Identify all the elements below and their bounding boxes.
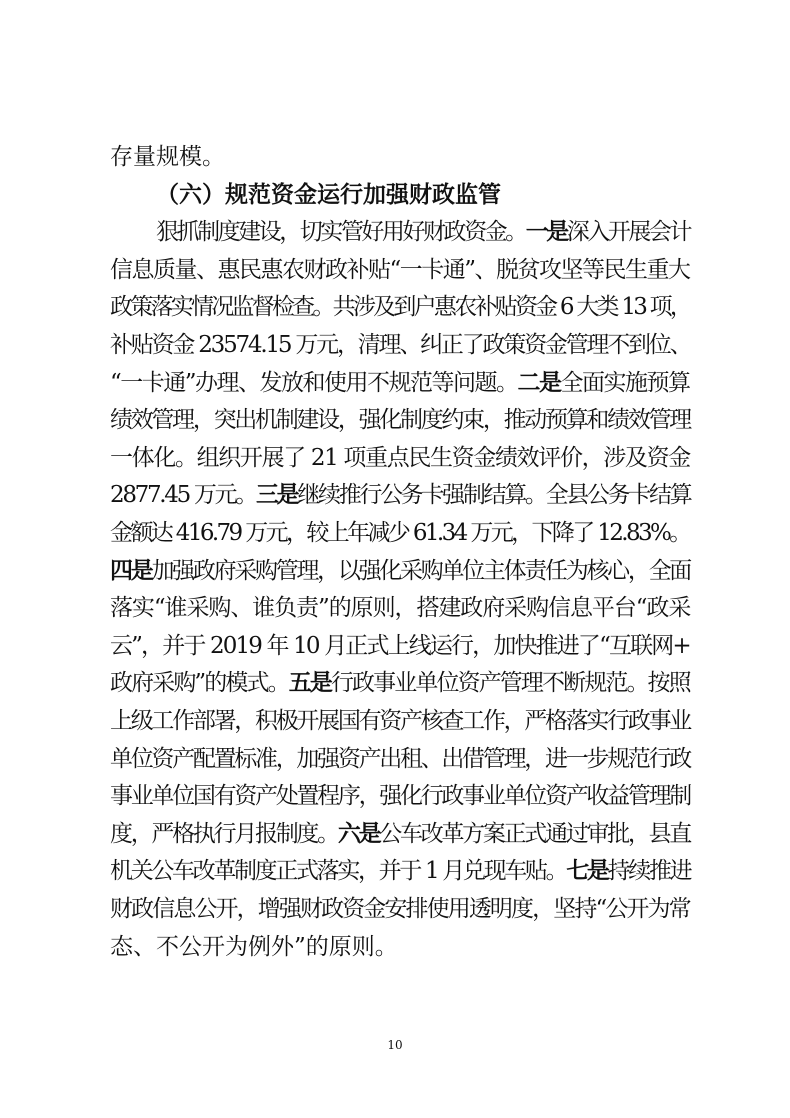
section-heading xyxy=(156,176,501,214)
text-line xyxy=(110,514,690,552)
bold-lead-phrase: 七是 xyxy=(566,858,608,885)
text-line xyxy=(110,288,690,326)
text-run: 2877.45 万元。 xyxy=(110,482,256,509)
text-run: 云”，并于 2019 年 10 月正式上线运行，加快推进了“互联网+ xyxy=(110,632,690,659)
text-run: 信息质量、惠民惠农财政补贴“一卡通”、脱贫攻坚等民生重大 xyxy=(110,256,690,283)
text-run: 绩效管理，突出机制建设，强化制度约束，推动预算和绩效管理 xyxy=(110,407,691,434)
text-line xyxy=(110,928,398,966)
bold-lead-phrase: 四是 xyxy=(110,557,152,584)
bold-lead-phrase: 五是 xyxy=(288,670,331,697)
page-number: 10 xyxy=(387,1038,403,1052)
text-run: 金额达 416.79 万元，较上年减少 61.34 万元，下降了 12.83%。 xyxy=(110,520,690,546)
text-run: 单位资产配置标准，加强资产出租、出借管理，进一步规范行政 xyxy=(110,745,691,772)
text-run: 加强政府采购管理，以强化采购单位主体责任为核心，全面 xyxy=(151,557,691,584)
text-run: 落实“谁采购、谁负责”的原则，搭建政府采购信息平台“政采 xyxy=(110,595,691,622)
text-line xyxy=(110,364,690,402)
text-line xyxy=(110,852,690,890)
text-line xyxy=(110,251,690,289)
text-run: 公车改革方案正式通过审批，县直 xyxy=(379,820,691,847)
text-run: （六）规范资金运行加强财政监管 xyxy=(156,181,501,208)
text-run: 上级工作部署，积极开展国有资产核查工作，严格落实行政事业 xyxy=(110,708,691,734)
text-line xyxy=(110,815,690,853)
text-run: 持续推进 xyxy=(607,858,691,885)
text-line xyxy=(110,664,690,702)
text-run: 全面实施预算 xyxy=(560,369,690,396)
text-run: 政策落实情况监督检查。共涉及到户惠农补贴资金 6 大类 13 项， xyxy=(110,294,691,321)
text-run: 补贴资金 23574.15 万元，清理、纠正了政策资金管理不到位、 xyxy=(110,332,691,358)
text-run: 一体化。组织开展了 21 项重点民生资金绩效评价，涉及资金 xyxy=(110,444,690,471)
text-line xyxy=(110,627,690,665)
bold-lead-phrase: 三是 xyxy=(255,482,298,509)
text-run: 机关公车改革制度正式落实，并于 1 月兑现车贴。 xyxy=(110,858,567,885)
text-run: 财政信息公开，增强财政资金安排使用透明度，坚持“公开为常 xyxy=(110,896,690,922)
text-run: 行政事业单位资产管理不断规范。按照 xyxy=(330,670,690,697)
text-run: 态、不公开为例外”的原则。 xyxy=(110,933,398,960)
text-run: 深入开展会计 xyxy=(566,219,691,246)
text-run: 事业单位国有资产处置程序，强化行政事业单位资产收益管理制 xyxy=(110,783,691,810)
text-run: 继续推行公务卡强制结算。全县公务卡结算 xyxy=(297,482,691,509)
text-line xyxy=(110,777,690,815)
text-line xyxy=(156,213,690,251)
text-line xyxy=(110,138,225,176)
text-line xyxy=(110,740,690,778)
text-run: “一卡通”办理、发放和使用不规范等问题。 xyxy=(110,369,518,396)
text-line xyxy=(110,702,690,740)
text-run: 狠抓制度建设，切实管好用好财政资金。 xyxy=(156,219,526,246)
text-run: 政府采购”的模式。 xyxy=(110,670,289,697)
text-line xyxy=(110,589,690,627)
bold-lead-phrase: 一是 xyxy=(525,219,567,246)
bold-lead-phrase: 二是 xyxy=(517,369,561,396)
text-run: 度，严格执行月报制度。 xyxy=(110,820,338,847)
text-run: 存量规模。 xyxy=(110,144,225,170)
text-line xyxy=(110,476,690,514)
text-line xyxy=(110,552,690,590)
text-line xyxy=(110,439,690,477)
bold-lead-phrase: 六是 xyxy=(337,820,380,847)
text-line xyxy=(110,890,690,928)
text-line xyxy=(110,326,690,364)
text-line xyxy=(110,401,690,439)
